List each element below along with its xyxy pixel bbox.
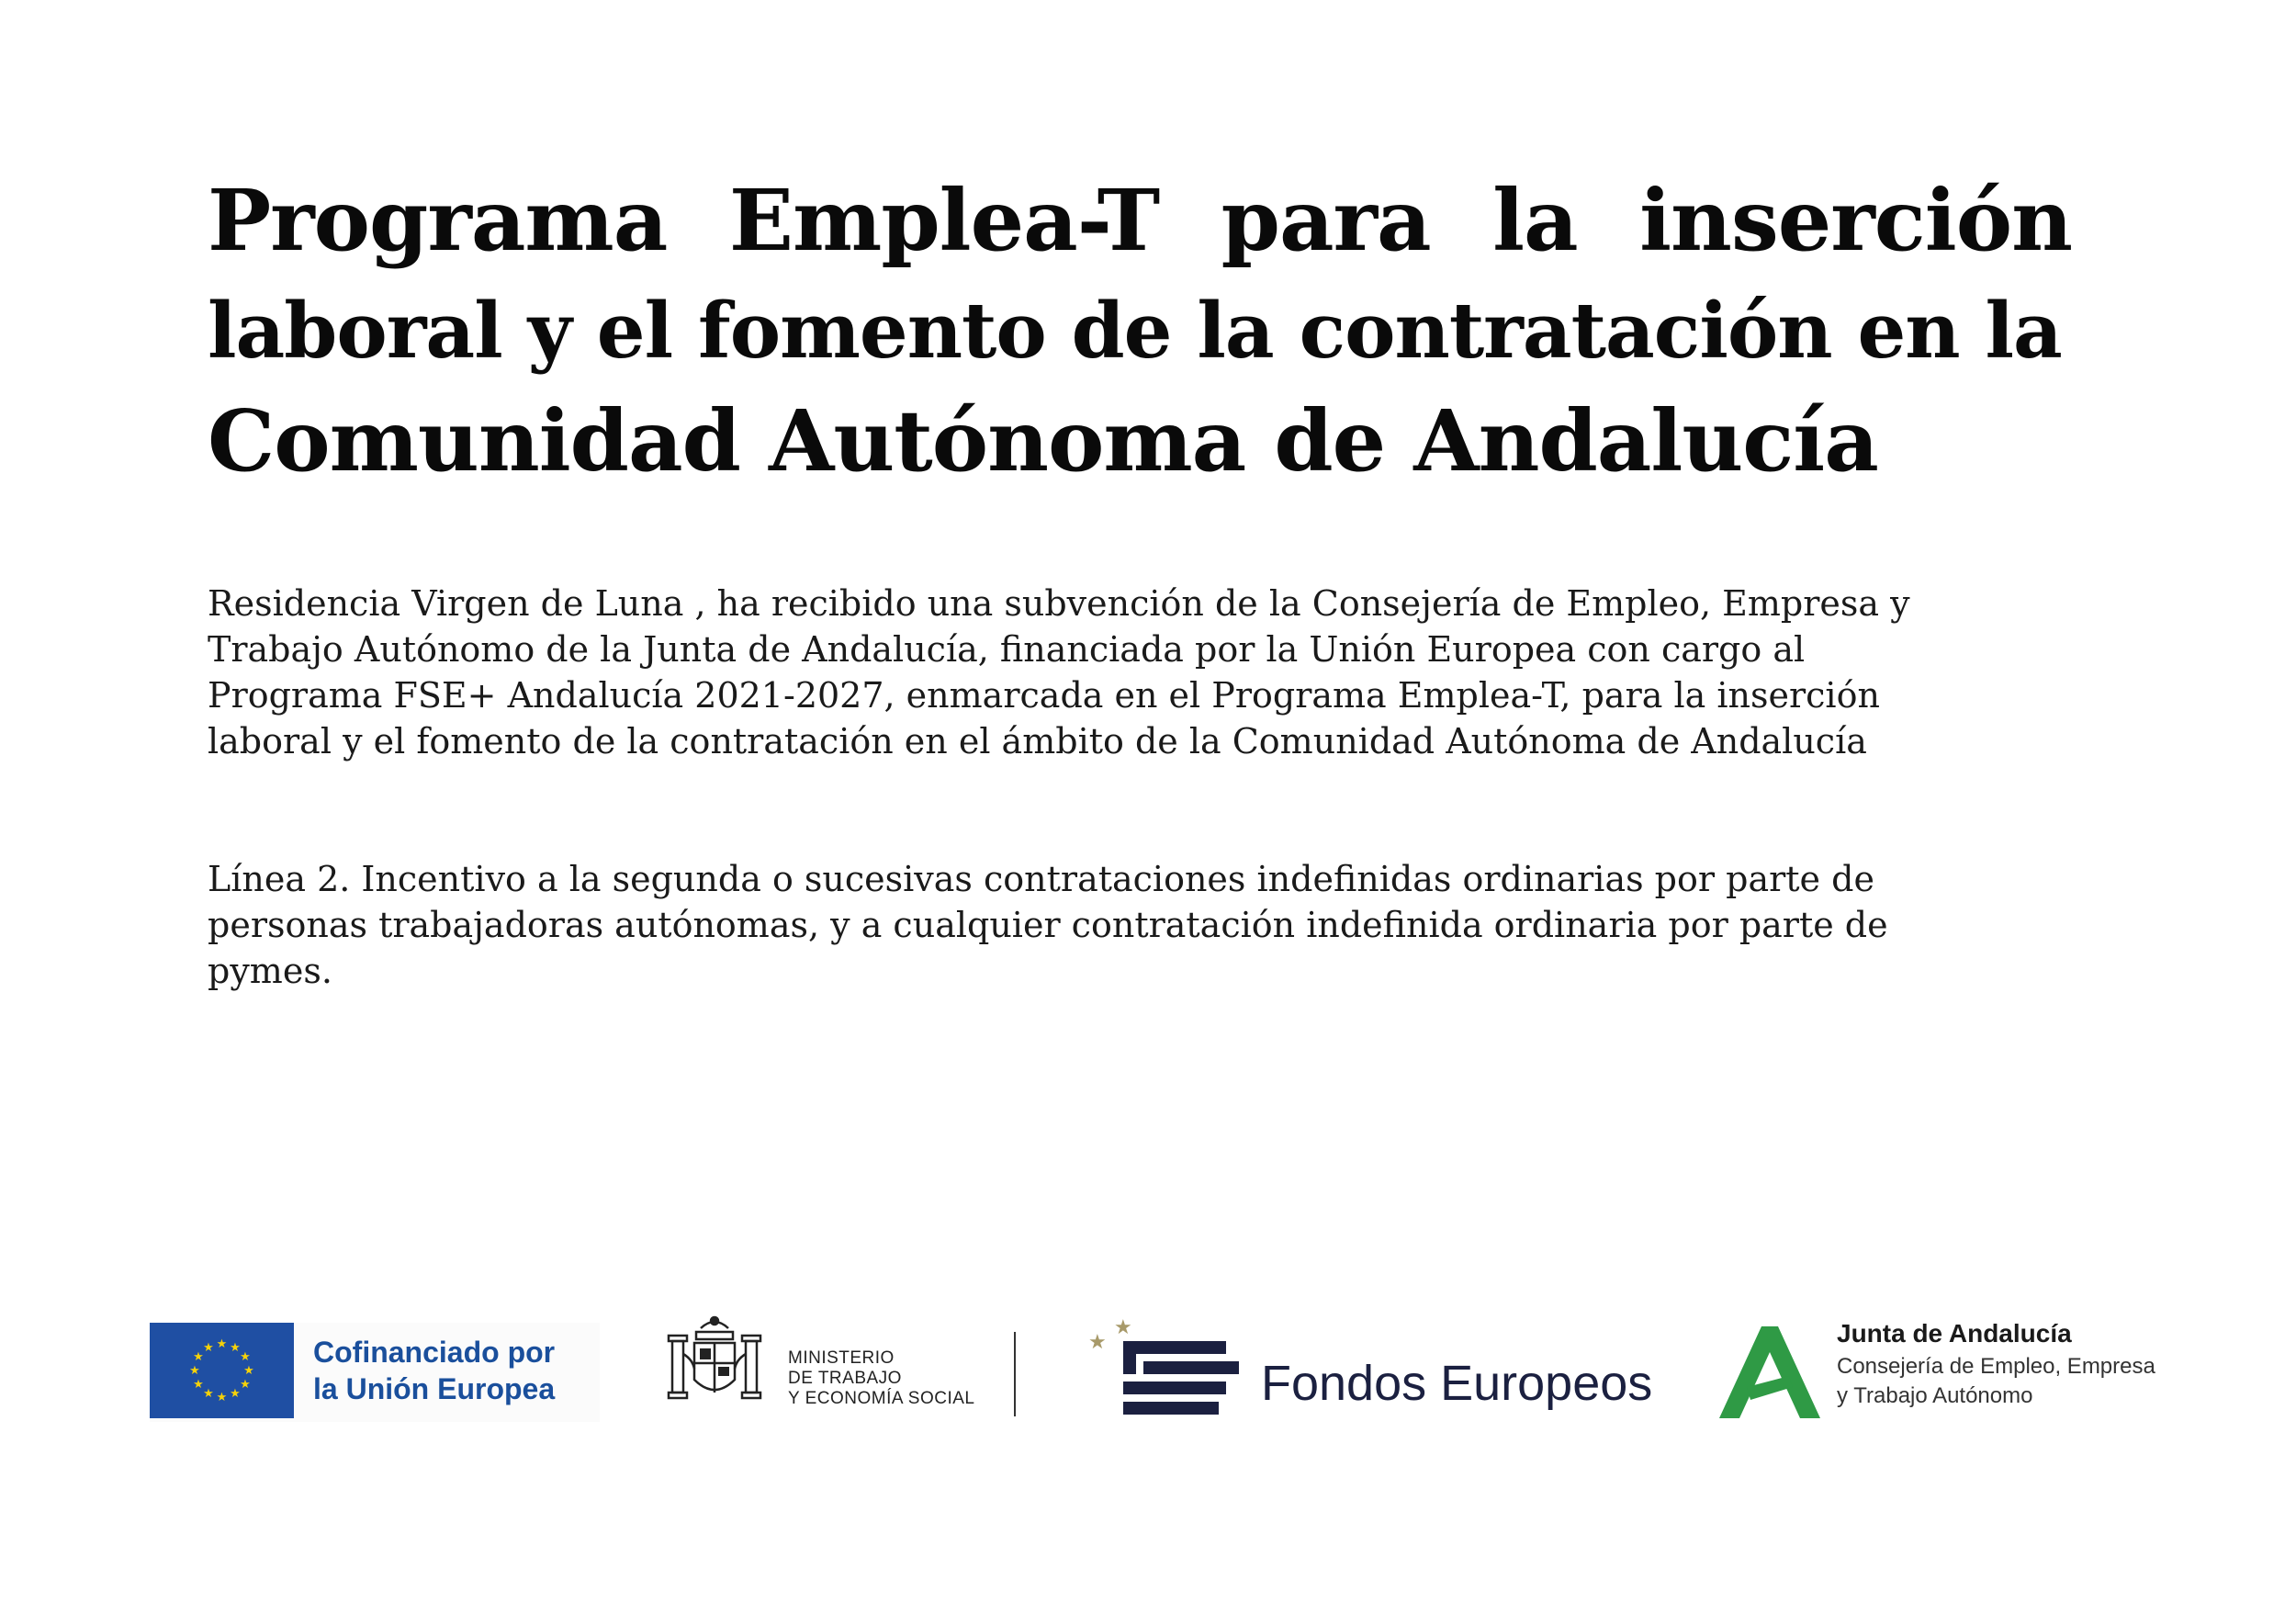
- eu-stars-icon: [150, 1323, 294, 1418]
- svg-text:★: ★: [240, 1378, 251, 1392]
- fondos-europeos-icon: [1086, 1314, 1252, 1424]
- title-word: inserción: [1639, 171, 2072, 270]
- title-word: para: [1221, 171, 1431, 270]
- svg-text:★: ★: [193, 1350, 204, 1364]
- junta-andalucia-logo: [1719, 1315, 2178, 1435]
- paragraph-line: Programa FSE+ Andalucía 2021-2027, enmarcada en el Programa Emplea-T, para la inserción: [208, 675, 1880, 716]
- svg-text:★: ★: [203, 1341, 214, 1355]
- ministerio-line-3: Y ECONOMÍA SOCIAL: [788, 1389, 975, 1408]
- title-word: Emplea-T: [728, 171, 1160, 270]
- document-title: [208, 165, 2072, 496]
- svg-text:★: ★: [189, 1364, 200, 1378]
- line-description-paragraph: [208, 856, 2072, 994]
- svg-text:★: ★: [216, 1391, 228, 1404]
- svg-text:★: ★: [243, 1364, 254, 1378]
- junta-subtitle: [1837, 1352, 2155, 1411]
- logo-divider: [1014, 1332, 1016, 1416]
- paragraph-line: pymes.: [208, 951, 332, 991]
- paragraph-line: Residencia Virgen de Luna , ha recibido una subvención de la Consejería de Empleo, Empresa y: [208, 583, 1910, 624]
- eu-cofinanced-logo: [150, 1323, 600, 1422]
- ministerio-logo: [659, 1308, 1027, 1427]
- title-word: Programa: [208, 171, 668, 270]
- funding-logos-band: [0, 1286, 2296, 1433]
- paragraph-line: Trabajo Autónomo de la Junta de Andalucía, financiada por la Unión Europea con cargo al: [208, 629, 1806, 670]
- fondos-europeos-label: Fondos Europeos: [1261, 1356, 1653, 1411]
- title-line-2: laboral y el fomento de la contratación en la: [208, 286, 2062, 376]
- svg-text:★: ★: [203, 1387, 214, 1401]
- title-word: la: [1492, 171, 1578, 270]
- svg-text:★: ★: [230, 1341, 241, 1355]
- svg-text:★: ★: [193, 1378, 204, 1392]
- ministerio-line-1: MINISTERIO: [788, 1348, 895, 1368]
- ministerio-text: [788, 1348, 974, 1409]
- paragraph-line: laboral y el fomento de la contratación en el ámbito de la Comunidad Autónoma de Andalucía: [208, 721, 1867, 761]
- eu-logo-line-1: Cofinanciado por: [313, 1336, 556, 1369]
- junta-subtitle-line-2: y Trabajo Autónomo: [1837, 1383, 2033, 1408]
- grant-paragraph: [208, 581, 2072, 764]
- fondos-europeos-logo: [1086, 1314, 1653, 1433]
- paragraph-line: Línea 2. Incentivo a la segunda o sucesivas contrataciones indefinidas ordinarias por parte de: [208, 859, 1874, 899]
- svg-text:★: ★: [216, 1337, 228, 1351]
- svg-text:★: ★: [240, 1350, 251, 1364]
- ministerio-line-2: DE TRABAJO: [788, 1369, 902, 1388]
- title-line-3: Comunidad Autónoma de Andalucía: [208, 391, 1878, 491]
- eu-logo-line-2: la Unión Europea: [313, 1372, 556, 1405]
- svg-text:★: ★: [1114, 1316, 1132, 1339]
- svg-text:★: ★: [1088, 1331, 1107, 1354]
- junta-title: Junta de Andalucía: [1837, 1319, 2072, 1348]
- junta-subtitle-line-1: Consejería de Empleo, Empresa: [1837, 1354, 2155, 1379]
- junta-andalucia-a-icon: [1719, 1326, 1820, 1418]
- svg-text:★: ★: [230, 1387, 241, 1401]
- eu-flag-icon: [150, 1323, 294, 1418]
- eu-logo-text: [313, 1334, 555, 1407]
- paragraph-line: personas trabajadoras autónomas, y a cualquier contratación indefinida ordinaria por parte de: [208, 905, 1888, 945]
- title-line-1: [208, 165, 2072, 276]
- spain-coat-of-arms-icon: [659, 1308, 770, 1418]
